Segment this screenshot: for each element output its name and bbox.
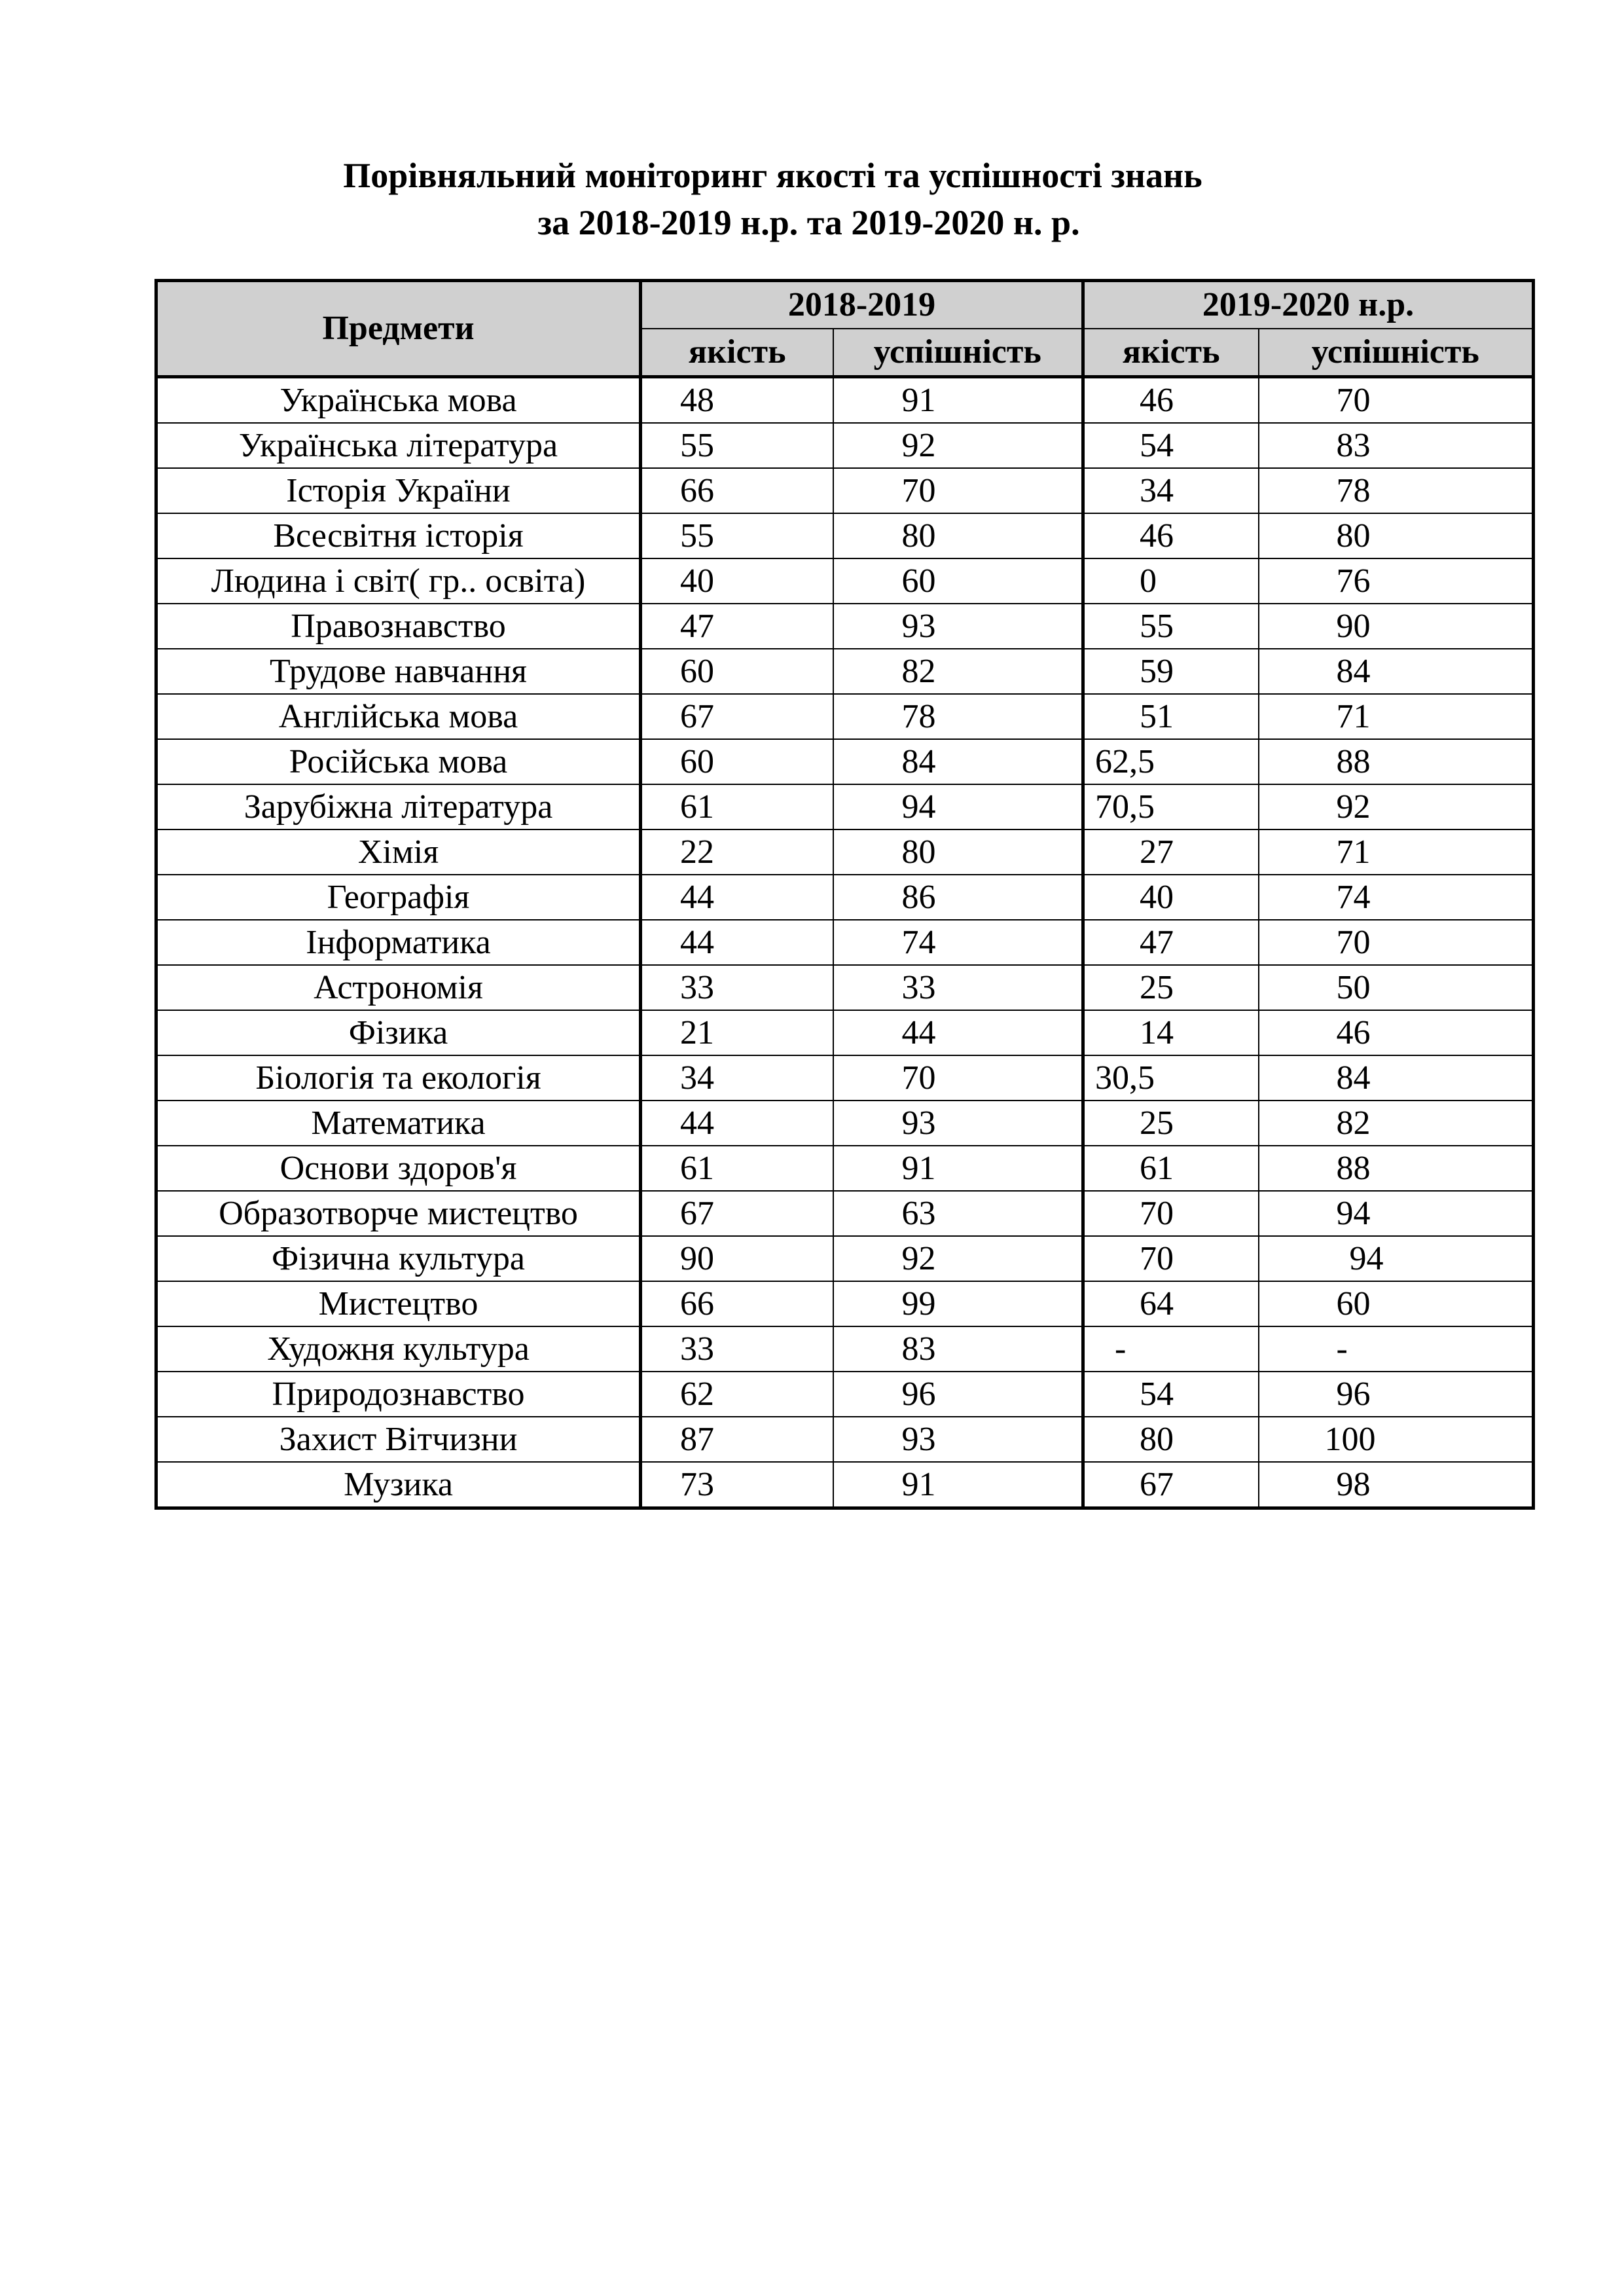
table-row — [156, 604, 1534, 649]
quality-2018-cell — [641, 875, 833, 920]
quality-2019-cell-value: 46 — [1140, 517, 1174, 555]
table-row — [156, 920, 1534, 965]
quality-2019-cell-value: 27 — [1140, 833, 1174, 871]
quality-2019-cell-value: 25 — [1140, 968, 1174, 1006]
quality-2018-cell-value: 33 — [680, 968, 714, 1006]
success-2019-cell — [1259, 1281, 1534, 1326]
success-2019-cell — [1259, 875, 1534, 920]
subject-cell: Зарубіжна література — [156, 784, 641, 829]
quality-2019-cell-value: 62,5 — [1095, 742, 1155, 780]
success-2018-cell-value: 83 — [901, 1330, 936, 1368]
success-2019-cell-value: 98 — [1336, 1465, 1371, 1503]
quality-2018-cell-value: 61 — [680, 1149, 714, 1187]
quality-2018-cell-value: 40 — [680, 562, 714, 600]
quality-2019-cell — [1083, 558, 1259, 604]
quality-2018-cell — [641, 1191, 833, 1236]
subject-cell: Музика — [156, 1462, 641, 1508]
success-2019-cell — [1259, 1462, 1534, 1508]
quality-2019-cell-value: 46 — [1140, 381, 1174, 419]
success-2018-cell — [833, 558, 1083, 604]
subject-cell: Мистецтво — [156, 1281, 641, 1326]
success-2019-cell — [1259, 920, 1534, 965]
success-2019-cell-value: 84 — [1336, 1059, 1371, 1097]
table-row — [156, 513, 1534, 558]
success-header-2019: успішність — [1259, 329, 1534, 377]
quality-2019-cell — [1083, 468, 1259, 513]
success-2019-cell — [1259, 1236, 1534, 1281]
quality-2019-cell-value: 0 — [1140, 562, 1157, 600]
success-2019-cell-value: 78 — [1336, 471, 1371, 509]
quality-2019-cell — [1083, 1236, 1259, 1281]
table-body — [156, 377, 1534, 1508]
success-2018-cell — [833, 1417, 1083, 1462]
quality-2018-cell — [641, 920, 833, 965]
success-2019-cell-value: 88 — [1336, 742, 1371, 780]
table-row — [156, 1326, 1534, 1372]
success-2019-cell — [1259, 1010, 1534, 1055]
quality-2019-cell-value: 40 — [1140, 878, 1174, 916]
quality-2018-cell-value: 33 — [680, 1330, 714, 1368]
quality-2018-cell-value: 22 — [680, 833, 714, 871]
quality-2018-cell — [641, 513, 833, 558]
success-2018-cell — [833, 423, 1083, 468]
subject-cell: Людина і світ( гр.. освіта) — [156, 558, 641, 604]
quality-2019-cell-value: 64 — [1140, 1285, 1174, 1322]
quality-2019-cell-value: 30,5 — [1095, 1059, 1155, 1097]
success-2019-cell-value: 100 — [1324, 1420, 1376, 1458]
success-2018-cell — [833, 875, 1083, 920]
quality-2018-cell — [641, 1462, 833, 1508]
table-row — [156, 784, 1534, 829]
quality-2018-cell — [641, 784, 833, 829]
quality-2019-cell — [1083, 1055, 1259, 1101]
quality-2019-cell-value: 70 — [1140, 1239, 1174, 1277]
quality-2019-cell-value: 34 — [1140, 471, 1174, 509]
success-2018-cell — [833, 513, 1083, 558]
subject-cell: Англійська мова — [156, 694, 641, 739]
monitoring-table — [154, 279, 1535, 1510]
success-2018-cell-value: 70 — [901, 1059, 936, 1097]
quality-2018-cell-value: 21 — [680, 1013, 714, 1051]
quality-2019-cell-value: - — [1115, 1330, 1127, 1368]
success-2019-cell — [1259, 1146, 1534, 1191]
quality-2018-cell — [641, 694, 833, 739]
quality-2019-cell — [1083, 649, 1259, 694]
title-line-2: за 2018-2019 н.р. та 2019-2020 н. р. — [537, 203, 1080, 242]
quality-2018-cell-value: 90 — [680, 1239, 714, 1277]
quality-2019-cell-value: 47 — [1140, 923, 1174, 961]
quality-2019-cell — [1083, 377, 1259, 424]
quality-2018-cell — [641, 1010, 833, 1055]
quality-2019-cell-value: 67 — [1140, 1465, 1174, 1503]
success-2019-cell-value: 76 — [1336, 562, 1371, 600]
quality-2019-cell — [1083, 1010, 1259, 1055]
subject-cell: Захист Вітчизни — [156, 1417, 641, 1462]
quality-2019-cell-value: 25 — [1140, 1104, 1174, 1142]
success-2019-cell-value: 94 — [1349, 1239, 1384, 1277]
table-row — [156, 1010, 1534, 1055]
success-2018-cell-value: 74 — [901, 923, 936, 961]
quality-2019-cell-value: 70,5 — [1095, 788, 1155, 826]
success-2019-cell-value: 94 — [1336, 1194, 1371, 1232]
success-2018-cell-value: 91 — [901, 1149, 936, 1187]
quality-2019-cell — [1083, 1101, 1259, 1146]
quality-2019-cell — [1083, 920, 1259, 965]
success-2018-cell — [833, 1191, 1083, 1236]
quality-2018-cell — [641, 604, 833, 649]
success-2019-cell-value: 60 — [1336, 1285, 1371, 1322]
quality-2019-cell-value: 54 — [1140, 1375, 1174, 1413]
quality-2019-cell — [1083, 604, 1259, 649]
table-row — [156, 468, 1534, 513]
subject-cell: Географія — [156, 875, 641, 920]
success-2019-cell-value: 96 — [1336, 1375, 1371, 1413]
table-row — [156, 1146, 1534, 1191]
success-2019-cell — [1259, 649, 1534, 694]
success-2018-cell-value: 80 — [901, 833, 936, 871]
table-row — [156, 1417, 1534, 1462]
success-2018-cell — [833, 1326, 1083, 1372]
quality-2019-cell — [1083, 784, 1259, 829]
quality-2018-cell — [641, 1372, 833, 1417]
quality-2019-cell — [1083, 1417, 1259, 1462]
quality-2018-cell-value: 55 — [680, 517, 714, 555]
success-2019-cell — [1259, 965, 1534, 1010]
success-2019-cell — [1259, 829, 1534, 875]
success-2018-cell-value: 78 — [901, 697, 936, 735]
year-2018-2019-header: 2018-2019 — [641, 281, 1083, 329]
subject-cell: Математика — [156, 1101, 641, 1146]
table-row — [156, 965, 1534, 1010]
quality-2019-cell-value: 14 — [1140, 1013, 1174, 1051]
quality-2019-cell-value: 54 — [1140, 426, 1174, 464]
quality-2018-cell-value: 67 — [680, 697, 714, 735]
subject-cell: Українська література — [156, 423, 641, 468]
success-2019-cell-value: 46 — [1336, 1013, 1371, 1051]
success-2018-cell — [833, 694, 1083, 739]
quality-2018-cell-value: 55 — [680, 426, 714, 464]
quality-2019-cell — [1083, 965, 1259, 1010]
quality-2019-cell — [1083, 513, 1259, 558]
subject-cell: Художня культура — [156, 1326, 641, 1372]
document-title — [0, 152, 1624, 246]
subject-cell: Українська мова — [156, 377, 641, 424]
success-2019-cell — [1259, 1191, 1534, 1236]
success-2019-cell — [1259, 423, 1534, 468]
quality-header-2018: якість — [641, 329, 833, 377]
success-header-2018: успішність — [833, 329, 1083, 377]
success-2018-cell-value: 63 — [901, 1194, 936, 1232]
quality-2018-cell-value: 67 — [680, 1194, 714, 1232]
subject-cell: Образотворче мистецтво — [156, 1191, 641, 1236]
quality-2018-cell — [641, 739, 833, 784]
success-2018-cell-value: 94 — [901, 788, 936, 826]
success-2019-cell-value: 71 — [1336, 697, 1371, 735]
success-2018-cell-value: 92 — [901, 1239, 936, 1277]
success-2018-cell-value: 80 — [901, 517, 936, 555]
success-2019-cell — [1259, 1372, 1534, 1417]
success-2018-cell-value: 93 — [901, 1104, 936, 1142]
quality-2019-cell — [1083, 1372, 1259, 1417]
success-2018-cell — [833, 1462, 1083, 1508]
quality-header-2019: якість — [1083, 329, 1259, 377]
quality-2018-cell — [641, 1101, 833, 1146]
success-2018-cell-value: 99 — [901, 1285, 936, 1322]
table-row — [156, 875, 1534, 920]
year-2019-2020-header: 2019-2020 н.р. — [1083, 281, 1534, 329]
quality-2018-cell-value: 44 — [680, 878, 714, 916]
subject-cell: Російська мова — [156, 739, 641, 784]
success-2018-cell-value: 84 — [901, 742, 936, 780]
quality-2018-cell — [641, 468, 833, 513]
success-2018-cell-value: 82 — [901, 652, 936, 690]
table-row — [156, 377, 1534, 424]
subject-cell: Астрономія — [156, 965, 641, 1010]
subject-cell: Фізична культура — [156, 1236, 641, 1281]
table-row — [156, 423, 1534, 468]
quality-2019-cell — [1083, 1191, 1259, 1236]
quality-2019-cell-value: 61 — [1140, 1149, 1174, 1187]
quality-2019-cell — [1083, 1326, 1259, 1372]
success-2018-cell — [833, 1372, 1083, 1417]
success-2018-cell — [833, 965, 1083, 1010]
quality-2018-cell-value: 60 — [680, 652, 714, 690]
success-2019-cell-value: 92 — [1336, 788, 1371, 826]
quality-2018-cell — [641, 1417, 833, 1462]
success-2018-cell — [833, 604, 1083, 649]
table-row — [156, 1462, 1534, 1508]
quality-2019-cell — [1083, 739, 1259, 784]
quality-2018-cell-value: 44 — [680, 923, 714, 961]
quality-2019-cell-value: 55 — [1140, 607, 1174, 645]
success-2019-cell — [1259, 739, 1534, 784]
quality-2019-cell — [1083, 423, 1259, 468]
table-row — [156, 649, 1534, 694]
success-2019-cell — [1259, 1101, 1534, 1146]
subject-cell: Хімія — [156, 829, 641, 875]
success-2019-cell-value: 80 — [1336, 517, 1371, 555]
success-2018-cell — [833, 1101, 1083, 1146]
table-row — [156, 829, 1534, 875]
success-2018-cell — [833, 1010, 1083, 1055]
success-2018-cell — [833, 920, 1083, 965]
success-2018-cell-value: 86 — [901, 878, 936, 916]
quality-2018-cell — [641, 965, 833, 1010]
success-2019-cell — [1259, 1055, 1534, 1101]
success-2019-cell — [1259, 468, 1534, 513]
success-2018-cell — [833, 377, 1083, 424]
subject-cell: Фізика — [156, 1010, 641, 1055]
success-2018-cell-value: 91 — [901, 381, 936, 419]
success-2018-cell — [833, 1281, 1083, 1326]
success-2019-cell-value: 83 — [1336, 426, 1371, 464]
subject-cell: Основи здоров'я — [156, 1146, 641, 1191]
success-2018-cell — [833, 1055, 1083, 1101]
quality-2019-cell — [1083, 1462, 1259, 1508]
quality-2018-cell — [641, 1055, 833, 1101]
subject-cell: Трудове навчання — [156, 649, 641, 694]
success-2018-cell — [833, 649, 1083, 694]
quality-2018-cell — [641, 1146, 833, 1191]
success-2019-cell-value: 71 — [1336, 833, 1371, 871]
quality-2019-cell — [1083, 694, 1259, 739]
table-row — [156, 1101, 1534, 1146]
success-2019-cell — [1259, 604, 1534, 649]
success-2019-cell — [1259, 694, 1534, 739]
success-2018-cell — [833, 739, 1083, 784]
success-2019-cell — [1259, 1417, 1534, 1462]
success-2019-cell — [1259, 513, 1534, 558]
quality-2018-cell — [641, 1236, 833, 1281]
table-row — [156, 694, 1534, 739]
title-line-1: Порівняльний моніторинг якості та успішності знань — [343, 156, 1202, 195]
quality-2018-cell-value: 66 — [680, 1285, 714, 1322]
quality-2018-cell-value: 44 — [680, 1104, 714, 1142]
success-2018-cell — [833, 784, 1083, 829]
success-2018-cell-value: 44 — [901, 1013, 936, 1051]
table-row — [156, 1372, 1534, 1417]
success-2019-cell-value: 90 — [1336, 607, 1371, 645]
table-row — [156, 1191, 1534, 1236]
quality-2018-cell-value: 73 — [680, 1465, 714, 1503]
success-2019-cell — [1259, 1326, 1534, 1372]
quality-2018-cell — [641, 1326, 833, 1372]
quality-2018-cell-value: 66 — [680, 471, 714, 509]
quality-2019-cell — [1083, 829, 1259, 875]
quality-2018-cell-value: 34 — [680, 1059, 714, 1097]
table-row — [156, 739, 1534, 784]
success-2019-cell-value: 88 — [1336, 1149, 1371, 1187]
subject-cell: Природознавство — [156, 1372, 641, 1417]
quality-2018-cell-value: 61 — [680, 788, 714, 826]
quality-2018-cell — [641, 649, 833, 694]
subject-cell: Історія України — [156, 468, 641, 513]
quality-2018-cell-value: 87 — [680, 1420, 714, 1458]
success-2018-cell — [833, 1236, 1083, 1281]
subjects-header: Предмети — [156, 281, 641, 377]
success-2019-cell-value: 70 — [1336, 381, 1371, 419]
success-2018-cell-value: 93 — [901, 1420, 936, 1458]
success-2019-cell-value: 84 — [1336, 652, 1371, 690]
success-2018-cell-value: 91 — [901, 1465, 936, 1503]
success-2018-cell — [833, 829, 1083, 875]
success-2018-cell — [833, 468, 1083, 513]
quality-2018-cell — [641, 558, 833, 604]
success-2019-cell-value: 70 — [1336, 923, 1371, 961]
success-2019-cell-value: 50 — [1336, 968, 1371, 1006]
subject-cell: Інформатика — [156, 920, 641, 965]
success-2018-cell-value: 33 — [901, 968, 936, 1006]
quality-2018-cell — [641, 423, 833, 468]
table-row — [156, 1055, 1534, 1101]
success-2019-cell — [1259, 784, 1534, 829]
success-2018-cell — [833, 1146, 1083, 1191]
quality-2019-cell-value: 70 — [1140, 1194, 1174, 1232]
quality-2018-cell — [641, 377, 833, 424]
quality-2018-cell-value: 62 — [680, 1375, 714, 1413]
success-2019-cell-value: 82 — [1336, 1104, 1371, 1142]
quality-2019-cell-value: 51 — [1140, 697, 1174, 735]
success-2018-cell-value: 92 — [901, 426, 936, 464]
quality-2019-cell-value: 59 — [1140, 652, 1174, 690]
quality-2019-cell — [1083, 875, 1259, 920]
quality-2018-cell — [641, 1281, 833, 1326]
table-row — [156, 1281, 1534, 1326]
quality-2018-cell-value: 60 — [680, 742, 714, 780]
quality-2019-cell-value: 80 — [1140, 1420, 1174, 1458]
success-2019-cell-value: 74 — [1336, 878, 1371, 916]
success-2018-cell-value: 96 — [901, 1375, 936, 1413]
success-2019-cell — [1259, 558, 1534, 604]
quality-2019-cell — [1083, 1281, 1259, 1326]
table-row — [156, 558, 1534, 604]
subject-cell: Правознавство — [156, 604, 641, 649]
subject-cell: Всесвітня історія — [156, 513, 641, 558]
quality-2018-cell-value: 47 — [680, 607, 714, 645]
table-row — [156, 1236, 1534, 1281]
success-2018-cell-value: 93 — [901, 607, 936, 645]
quality-2018-cell-value: 48 — [680, 381, 714, 419]
success-2019-cell-value: - — [1336, 1330, 1348, 1368]
success-2018-cell-value: 60 — [901, 562, 936, 600]
success-2018-cell-value: 70 — [901, 471, 936, 509]
success-2019-cell — [1259, 377, 1534, 424]
subject-cell: Біологія та екологія — [156, 1055, 641, 1101]
quality-2019-cell — [1083, 1146, 1259, 1191]
quality-2018-cell — [641, 829, 833, 875]
